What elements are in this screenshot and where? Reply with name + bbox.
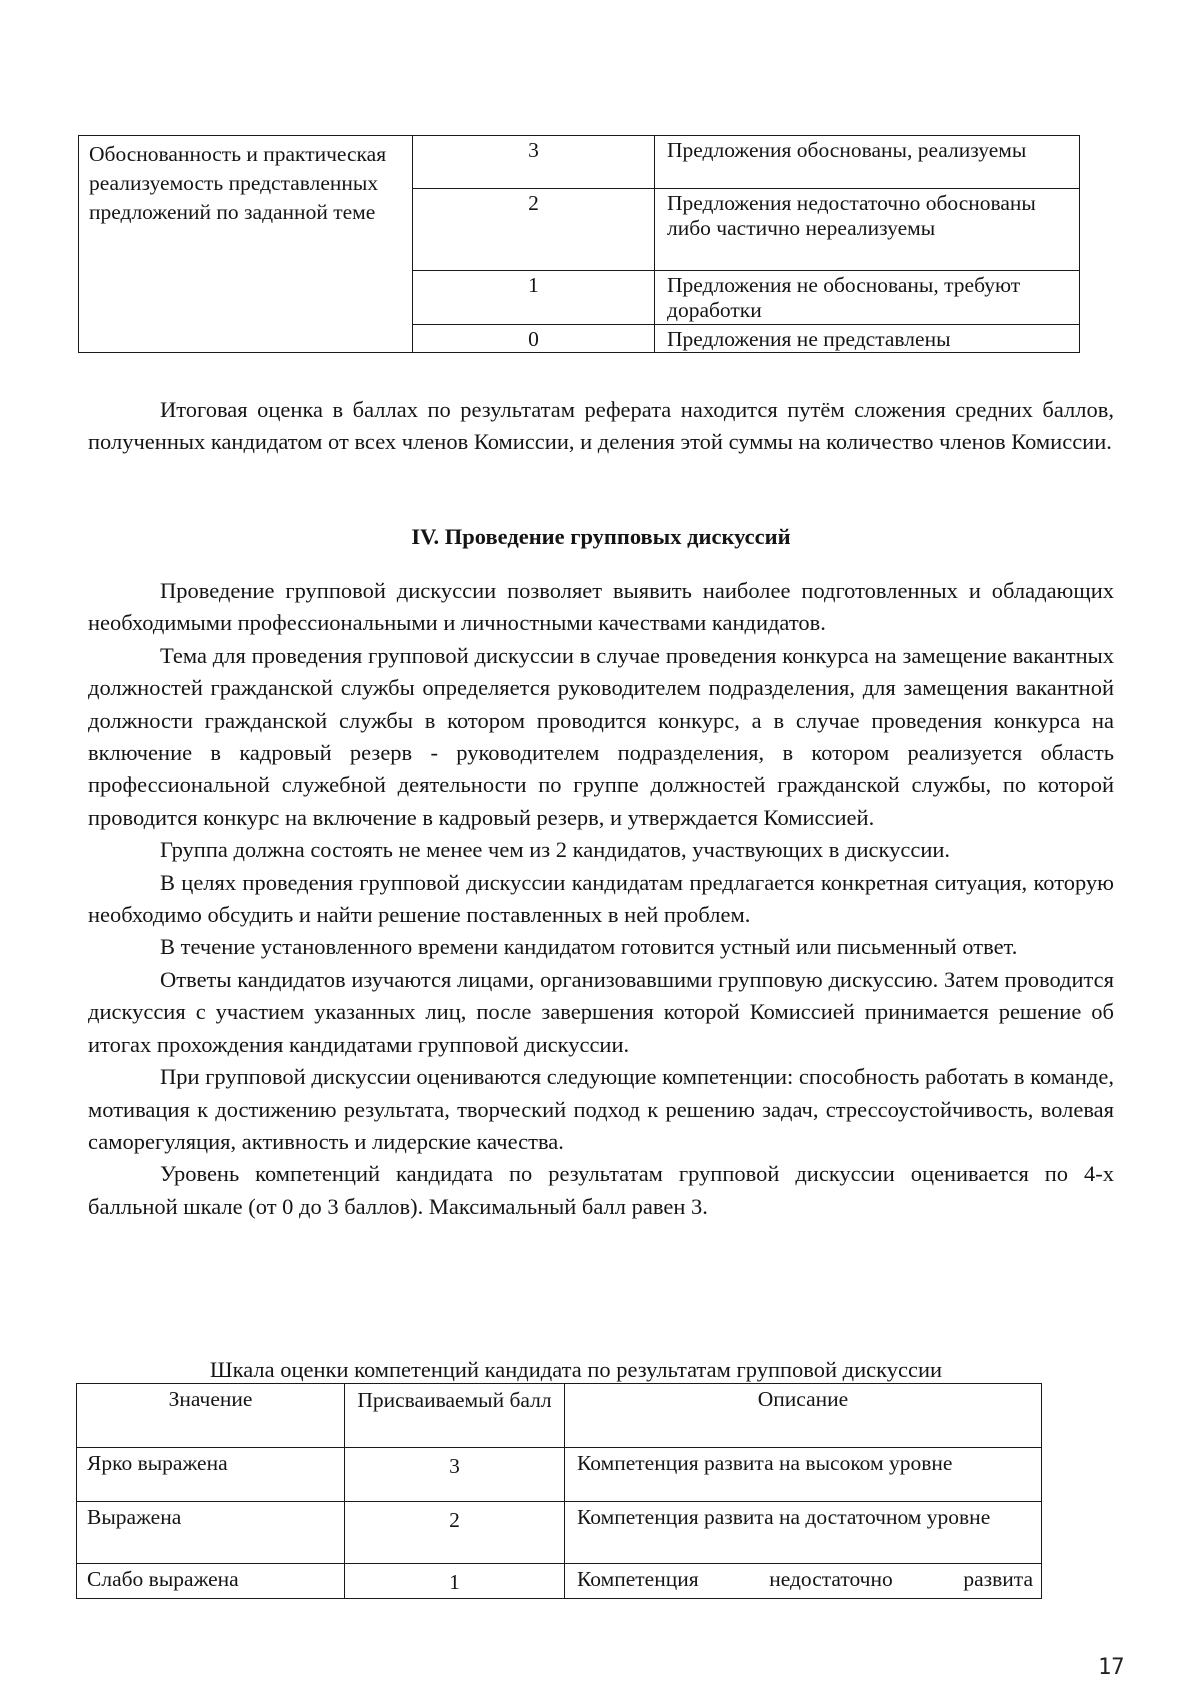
paragraph: В течение установленного времени кандидатом готовится устный или письменный ответ. (160, 934, 1018, 960)
header-description: Описание (565, 1384, 1042, 1448)
score-cell: 3 (413, 136, 655, 189)
header-score: Присваиваемый балл (345, 1384, 565, 1448)
description-cell: Компетенция развита на высоком уровне (565, 1448, 1042, 1502)
paragraph: Уровень компетенций кандидата по результатам групповой дискуссии оценивается по 4-х балльной шкале (от 0 до 3 баллов). Максимальный балл равен 3. (88, 1161, 1114, 1219)
score-cell: 3 (345, 1448, 565, 1502)
paragraph: В целях проведения групповой дискуссии кандидатам предлагается конкретная ситуация, которую необходимо обсудить и найти решение поставленных в ней проблем. (88, 869, 1114, 928)
value-cell: Слабо выражена (77, 1564, 345, 1599)
score-cell: 1 (345, 1564, 565, 1599)
paragraph: Проведение групповой дискуссии позволяет выявить наиболее подготовленных и обладающих необходимыми профессиональными и личностными качествами кандидатов. (88, 578, 1114, 636)
value-cell: Выражена (77, 1502, 345, 1564)
score-cell: 0 (413, 325, 655, 353)
page-number: 17 (1098, 1655, 1125, 1680)
paragraph: При групповой дискуссии оцениваются следующие компетенции: способность работать в команде, мотивация к достижению результата, творческий подход к решению задач, стрессоустойчивость, волевая саморегуляция, активность и лидерские качества. (88, 1064, 1114, 1154)
paragraph: Ответы кандидатов изучаются лицами, организовавшими групповую дискуссию. Затем проводится дискуссия с участием указанных лиц, после завершения которой Комиссией принимается решение об итогах прохождения кандидатами групповой дискуссии. (88, 966, 1114, 1057)
description-cell: Компетенция развита на достаточном уровне (565, 1502, 1042, 1564)
header-value: Значение (77, 1384, 345, 1448)
description-cell: Предложения не представлены (655, 325, 1080, 353)
paragraph: Тема для проведения групповой дискуссии в случае проведения конкурса на замещение вакантных должностей гражданской службы определяется руководителем подразделения, для замещения вакантной должности гражданской службы в котором проводится конкурс, а в случае проведения конкурса на включение в кадровый резерв - руководителем подразделения, в котором реализуется область профессиональной служебной деятельности по группе должностей гражданской службы, по которой проводится конкурс на включение в кадровый резерв, и утверждается Комиссией. (88, 642, 1114, 830)
table-caption: Шкала оценки компетенций кандидата по результатам групповой дискуссии (209, 1357, 943, 1382)
paragraph: Итоговая оценка в баллах по результатам реферата находится путём сложения средних баллов, полученных кандидатом от всех членов Комиссии, и деления этой суммы на количество членов Комиссии. (88, 397, 1114, 455)
value-cell: Ярко выражена (77, 1448, 345, 1502)
final-score-paragraph (88, 394, 1114, 459)
section-heading: IV. Проведение групповых дискуссий (411, 524, 791, 549)
score-cell: 1 (413, 271, 655, 325)
description-cell: Предложения обоснованы, реализуемы (655, 136, 1080, 189)
criterion-cell: Обоснованность и практическая реализуемость представленных предложений по заданной теме (79, 136, 413, 353)
description-cell: Предложения недостаточно обоснованы либо частично нереализуемы (655, 189, 1080, 271)
score-cell: 2 (413, 189, 655, 271)
description-cell (565, 1564, 1042, 1599)
score-cell: 2 (345, 1502, 565, 1564)
section-body (88, 575, 1114, 1223)
description-text: Компетенция недостаточно развита (577, 1567, 1033, 1591)
criteria-table (78, 135, 1080, 353)
paragraph: Группа должна состоять не менее чем из 2 кандидатов, участвующих в дискуссии. (160, 837, 951, 863)
description-cell: Предложения не обоснованы, требуют доработки (655, 271, 1080, 325)
scale-table (76, 1383, 1042, 1599)
